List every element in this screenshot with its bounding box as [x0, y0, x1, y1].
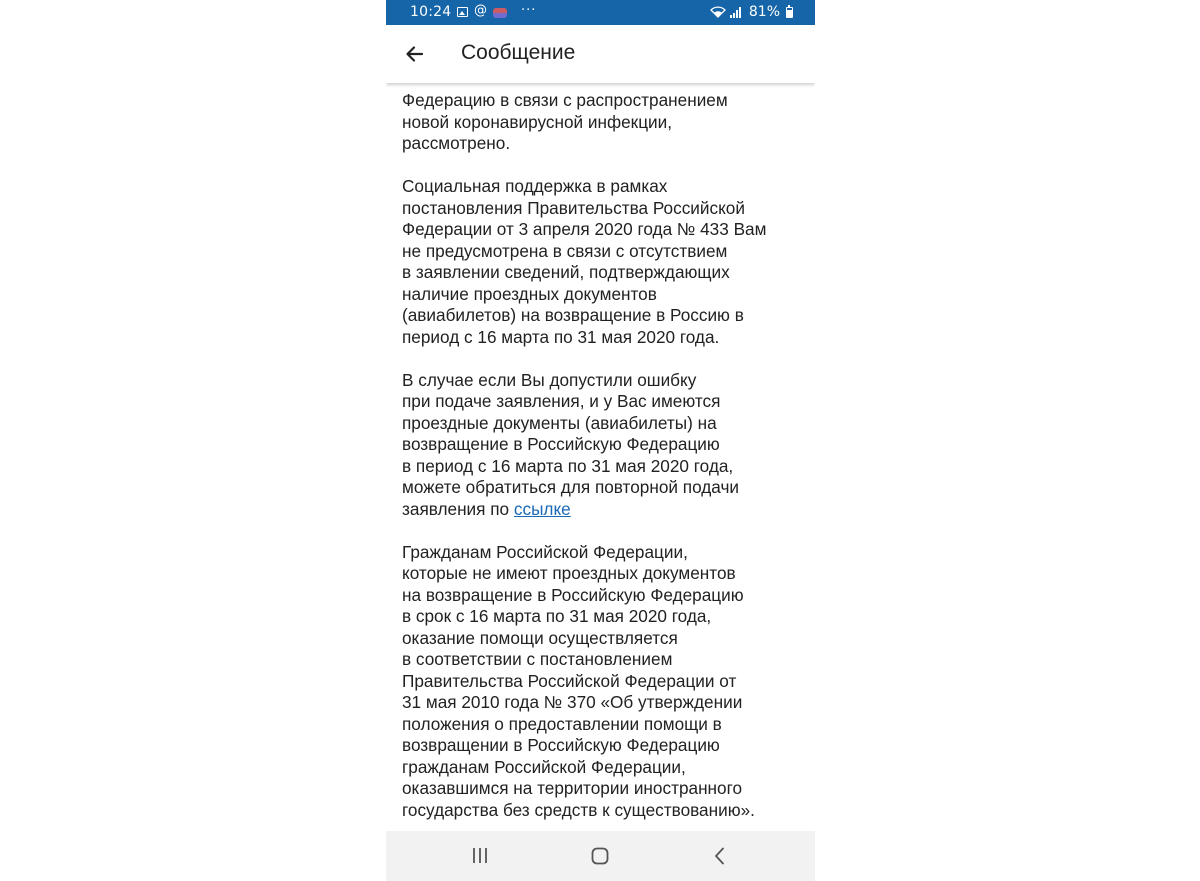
back-icon [707, 844, 733, 868]
text-line: положения о предоставлении помощи в [402, 713, 722, 734]
text-line: возвращении в Российскую Федерацию [402, 735, 720, 755]
home-icon [587, 844, 613, 868]
text-line: в соответствии с постановлением [402, 649, 673, 669]
text-line: в период с 16 марта по 31 мая 2020 года, [402, 455, 734, 476]
text-line: рассмотрено. [402, 133, 511, 153]
text-line: (авиабилетов) на возвращение в Россию в [402, 305, 744, 325]
text-line: 31 мая 2010 года № 370 «Об утверждении [402, 692, 743, 712]
text-line: государства без средств к существованию». [402, 799, 755, 820]
status-bar [386, 0, 815, 25]
phone-screen [386, 0, 815, 881]
back-nav-button[interactable] [707, 844, 733, 868]
message-paragraph [402, 90, 802, 155]
resubmit-link[interactable]: ссылке [513, 498, 571, 519]
text-line: при подаче заявления, и у Вас имеются [402, 391, 721, 411]
text-line: период с 16 марта по 31 мая 2020 года. [402, 326, 720, 347]
text-line: новой коронавирусной инфекции, [402, 111, 673, 132]
text-line: на возвращение в Российскую Федерацию [402, 584, 744, 605]
message-paragraph [402, 542, 802, 822]
text-line: которые не имеют проездных документов [402, 563, 736, 583]
text-line: Социальная поддержка в рамках [402, 176, 668, 196]
text-line: Гражданам Российской Федерации, [402, 541, 688, 562]
text-line: в заявлении сведений, подтверждающих [402, 262, 730, 282]
text-line: оказавшимся на территории иностранного [402, 778, 743, 798]
text-line: в срок с 16 марта по 31 мая 2020 года, [402, 606, 712, 626]
status-indicators [710, 4, 793, 20]
text-line: возвращение в Российскую Федерацию [402, 434, 720, 454]
battery-percent: 81% [748, 4, 780, 20]
text-line: постановления Правительства Российской [402, 197, 745, 218]
message-paragraph [402, 370, 802, 521]
text-line-with-link [402, 499, 802, 521]
message-paragraph [402, 176, 802, 348]
text-line: проездные документы (авиабилеты) на [402, 412, 717, 433]
text-line: наличие проездных документов [402, 283, 657, 304]
message-scroll-area[interactable] [386, 83, 815, 831]
battery-icon [786, 7, 793, 18]
home-button[interactable] [587, 844, 613, 868]
navigation-bar [386, 831, 815, 881]
link-prefix-text: заявления по [402, 498, 514, 519]
at-icon: @ [474, 3, 487, 18]
text-line: В случае если Вы допустили ошибку [402, 369, 697, 390]
text-line: Правительства Российской Федерации от [402, 670, 737, 691]
arrow-left-icon [400, 39, 430, 69]
notification-icons [457, 4, 536, 18]
image-icon [457, 7, 468, 17]
wifi-icon [710, 6, 726, 18]
text-line: Федерации от 3 апреля 2020 года № 433 Вам [402, 219, 767, 239]
text-line: можете обратиться для повторной подачи [402, 477, 740, 497]
page-title: Сообщение [461, 41, 576, 64]
recents-button[interactable] [467, 844, 493, 868]
text-line: не предусмотрена в связи с отсутствием [402, 240, 728, 261]
signal-icon [730, 7, 741, 18]
message-text [402, 90, 802, 831]
more-dots-icon: ··· [521, 3, 537, 18]
text-line: гражданам Российской Федерации, [402, 756, 686, 777]
app-header [386, 25, 815, 83]
back-button[interactable] [400, 39, 430, 69]
text-line: оказание помощи осуществляется [402, 627, 678, 648]
mail-icon [493, 8, 507, 18]
status-time: 10:24 [410, 4, 452, 20]
text-line: Федерацию в связи с распространением [402, 90, 728, 110]
recents-icon [467, 844, 493, 868]
